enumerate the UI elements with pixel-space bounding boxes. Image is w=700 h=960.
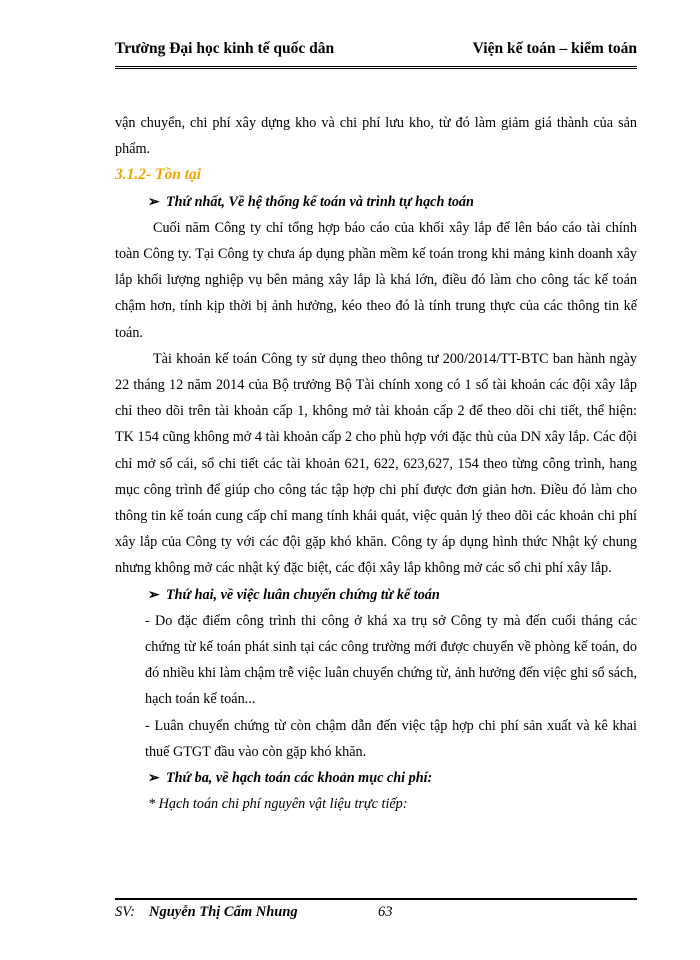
document-body xyxy=(115,110,637,817)
subheading-second xyxy=(115,582,637,608)
header-school: Trường Đại học kinh tế quốc dân xyxy=(115,40,335,57)
paragraph-accounting-system: Cuối năm Công ty chỉ tổng hợp báo cáo của khối xây lắp để lên báo cáo tài chính toàn Công ty. Tại Công ty chưa áp dụng phần mềm kế toán trong khi mảng kinh doanh xây lắp khối lượng nghiệp vụ bên mảng xây lắp là khá lớn, điều đó làm cho công tác kế toán chậm hơn, tính kịp thời bị ảnh hưởng, kéo theo đó là tính trung thực của các thông tin kế toán. xyxy=(115,219,637,341)
header-institute: Viện kế toán – kiểm toán xyxy=(472,40,637,57)
arrow-bullet-icon: ➢ xyxy=(148,770,160,787)
paragraph-accounts: Tài khoản kế toán Công ty sử dụng theo thông tư 200/2014/TT-BTC ban hành ngày 22 tháng 12 năm 2014 của Bộ trưởng Bộ Tài chính xong có 1 số tài khoản các đội xây lắp chỉ theo dõi trên tài khoản cấp 1, không mở tài khoản cấp 2 để theo dõi chi tiết, thể hiện: TK 154 cũng không mở 4 tài khoản cấp 2 cho phù hợp với đặc thù của DN xây lắp. Các đội chỉ mở sổ cái, sổ chi tiết các tài khoản 621, 622, 623,627, 154 theo từng công trình, hang mục công trình để giúp cho công tác tập hợp chi phí được đơn giản hơn. Điều đó làm cho thông tin kế toán cung cấp chỉ mang tính khái quát, việc quản lý theo dõi các khoản chi phí xây lắp của Công ty với các đội gặp khó khăn. Công ty áp dụng hình thức Nhật ký chung nhưng không mở các nhật ký đặc biệt, các đội xây lắp không mở các sổ chi phí xây lắp. xyxy=(115,350,637,577)
paragraph-continuation: vận chuyển, chi phí xây dựng kho và chi phí lưu kho, từ đó làm giảm giá thành của sản phẩm. xyxy=(115,115,637,158)
subheading-second-text: Thứ hai, về việc luân chuyển chứng từ kế toán xyxy=(166,586,440,603)
dash-item-2: - Luân chuyển chứng từ còn chậm dẫn đến việc tập hợp chi phí sản xuất và kê khai thuế GTGT đầu vào còn gặp khó khăn. xyxy=(145,717,637,760)
dash-item-1: - Do đặc điểm công trình thi công ở khá xa trụ sở Công ty mà đến cuối tháng các chứng từ kế toán phát sinh tại các công trường mới được chuyển về phòng kế toán, do đó nhiều khi làm chậm trễ việc luân chuyển chứng từ, ảnh hưởng đến việc ghi sổ sách, hạch toán kế toán... xyxy=(145,612,637,708)
footer-student-name: Nguyễn Thị Cẩm Nhung xyxy=(149,904,298,920)
subheading-first xyxy=(115,189,637,215)
subheading-third xyxy=(115,765,637,791)
section-heading: 3.1.2- Tồn tại xyxy=(115,166,202,184)
footer-sv-label: SV: xyxy=(115,904,135,920)
page-number: 63 xyxy=(378,904,393,920)
arrow-bullet-icon: ➢ xyxy=(148,586,160,603)
page-footer xyxy=(115,898,637,920)
sub-item-material-cost: * Hạch toán chi phí nguyên vật liệu trực tiếp: xyxy=(148,796,408,813)
subheading-first-text: Thứ nhất, Về hệ thống kế toán và trình tự hạch toán xyxy=(166,193,474,210)
arrow-bullet-icon: ➢ xyxy=(148,193,160,210)
page-header xyxy=(115,40,637,69)
subheading-third-text: Thứ ba, về hạch toán các khoản mục chi phí: xyxy=(166,770,433,787)
